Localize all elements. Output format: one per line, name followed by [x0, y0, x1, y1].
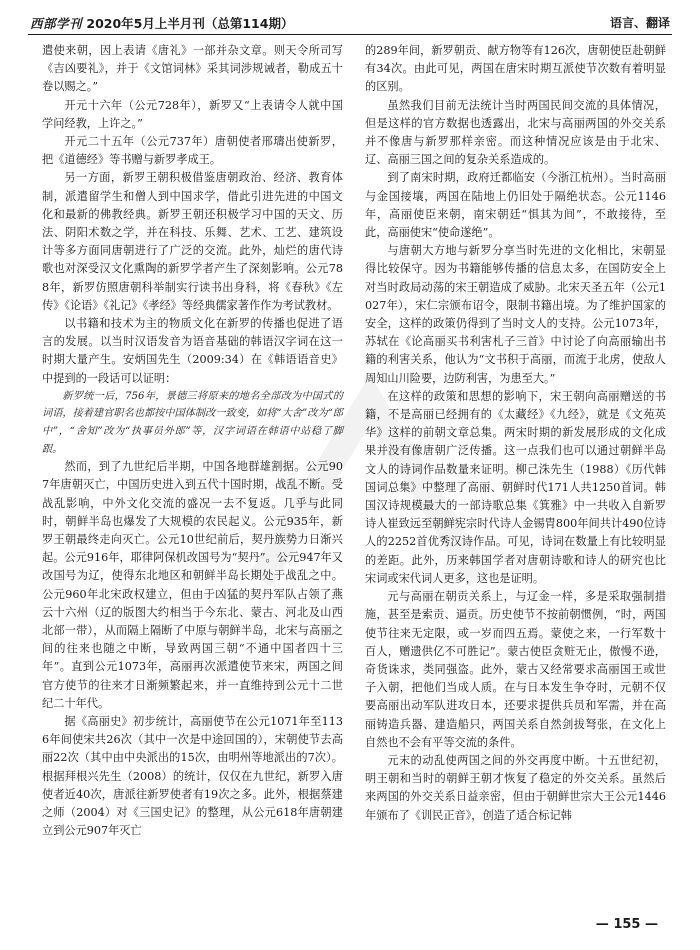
page-number: — 155 — [595, 917, 658, 932]
paragraph: 然而，到了九世纪后半期，中国各地群雄割据。公元907年唐朝灭亡，中国历史进入到五代十国时期，战乱不断。受战乱影响，中外文化交流的盛况一去不复返。几乎与此同时，朝鲜半岛也爆发了大规模的农民起义。公元935年，新罗王朝最终走向灭亡。公元10世纪前后，契丹族势力日渐兴起。公元916年，耶律阿保机改国号为“契丹”。公元947年又改国号为辽，使得东北地区和朝鲜半岛长期处于战乱之中。公元960年北宋政权建立，但由于凶猛的契丹军队占领了燕云十六州（辽的版图大约相当于今东北、蒙古、河北及山西北部一带），从而隔上隔断了中原与朝鲜半岛，北宋与高丽之间的往来也随之中断，导致两国三朝“不通中国者四十三年”。直到公元1073年，高丽再次派遣使节来宋，两国之间官方使节的往来才日渐频繁起来，并一直维持到公元十二世纪二十年代。 [42, 460, 343, 710]
paragraph: 虽然我们目前无法统计当时两国民间交流的具体情况，但是这样的官方数据也透露出，北宋与高丽两国的外交关系并不像唐与新罗那样亲密。而这种情况应该是由于北宋、辽、高丽三国之间的复杂关系造成的。 [365, 98, 666, 167]
block-quote: 新罗统一后，756年，景德三将原来的地名全部改为中国式的词语，接着建官职名也都按中国体制改一致变，如将“大舍”改为“郎中”，“舍知”改为“执事员外郎”等，汉字词语在韩语中站稳了脚跟。 [42, 390, 343, 455]
journal-name: 西部学刊 [30, 16, 83, 31]
section-title: 语言、翻译 [609, 16, 670, 30]
journal-info [30, 14, 293, 32]
paragraph: 遣使来朝，因上表请《唐礼》一部并杂文章。则天令所司写《吉凶要礼》，并于《文馆词林》采其词涉规诫者，勒成五十卷以赐之。” [42, 44, 343, 94]
left-column [42, 42, 343, 841]
paragraph: 以书籍和技术为主的物质文化在新罗的传播也促进了语言的发展。以当时汉语发音为语音基础的韩语汉字词在这一时期大量产生。安炳国先生（2009:34）在《韩语语音史》中提到的一段话可以证明： [42, 317, 343, 385]
paragraph: 与唐朝大方地与新罗分享当时先进的文化相比，宋朝显得比较保守。因为书籍能够传播的信息太多，在国防安全上对当时政局动荡的宋王朝造成了威胁。北宋天圣五年（公元1027年），宋仁宗颁布诏令，限制书籍出境。为了维护国家的安全，这样的政策仍得到了当时文人的支持。公元1073年，苏轼在《论高丽买书利害札子三首》中讨论了向高丽输出书籍的利害关系，他认为“文书积于高丽，而流于北虏，使敌人周知山川险要，边防利害，为患至大。” [365, 244, 666, 385]
paragraph: 在这样的政策和思想的影响下，宋王朝向高丽赠送的书籍，不是高丽已经拥有的《太藏经》《九经》，就是《文苑英华》这样的前朝文章总集。两宋时期的新发展形成的文化成果并没有像唐朝广泛传播。这一点我们也可以通过朝鲜半岛文人的诗词作品数量来证明。柳己洙先生（1988）《历代韩国词总集》中整理了高丽、朝鲜时代171人共1250首词。韩国汉诗规模最大的一部诗歌总集《箕雅》中一共收入自新罗诗人崔致远至朝鲜宪宗时代诗人金锡胄800年间共计490位诗人的2252首优秀汉诗作品。可见，诗词在数量上有比较明显的差距。此外，历来韩国学者对唐朝诗歌和诗人的研究也比宋词或宋代词人更多，这也是证明。 [365, 389, 666, 585]
page-header [28, 12, 672, 35]
right-column [365, 42, 666, 825]
paragraph: 元与高丽在朝贡关系上，与辽金一样，多是采取强制措施，甚至是索贡、逼贡。历史使节不按前朝惯例，“时，两国使节往来无定限，或一岁而四五焉。蒙使之来，一行军数十百人，赠遗供亿不可胜记”。蒙古使臣贪赃无止，傲慢不逊，奇货诛求，类同强盗。此外，蒙古又经常要求高丽国王或世子入朝，把他们当成人质。在与日本发生争夺时，元朝不仅要高丽出动军队进攻日本，还要求提供兵员和军需，并在高丽铸造兵器、建造船只，两国关系自然剑拔弩张，在文化上自然也不会有平等交流的条件。 [365, 590, 666, 749]
paragraph: 开元十六年（公元728年），新罗又“上表请令人就中国学问经教，上许之。” [42, 98, 343, 130]
paragraph: 开元二十五年（公元737年）唐朝使者邢璹出使新罗，把《道德经》等书赠与新罗孝成王。 [42, 135, 343, 167]
paragraph: 另一方面，新罗王朝积极借鉴唐朝政治、经济、教育体制，派遣留学生和僧人到中国求学，借此引进先进的中国文化和最新的佛教经典。新罗王朝还积极学习中国的天文、历法、阴阳术数之学，并在科技、乐舞、艺术、工艺、建筑设计等多方面同唐朝进行了广泛的交流。此外，灿烂的唐代诗歌也对深受汉文化熏陶的新罗学者产生了深刻影响。公元788年，新罗仿照唐朝科举制实行读书出身科，将《春秋》《左传》《论语》《礼记》《孝经》等经典儒家著作作为考试教材。 [42, 171, 343, 312]
paragraph: 到了南宋时期，政府迁都临安（今浙江杭州）。当时高丽与金国接壤，两国在陆地上仍旧处于隔绝状态。公元1146年，高丽使臣来朝，南宋朝廷“惧其为间”，不敢接待，至此，高丽使宋“使命遂绝”。 [365, 171, 666, 240]
paragraph: 据《高丽史》初步统计，高丽使节在公元1071年至1136年间使宋共26次（其中一次是中途回国的），宋朝使节去高丽22次（其中由中央派出的15次，由明州等地派出的7次）。根据拜根兴先生（2008）的统计，仅仅在九世纪，新罗入唐使者近40次，唐派往新罗使者有19次之多。此外，根据蔡建之师（2004）对《三国史记》的整理，从公元618年唐朝建立到公元907年灭亡 [42, 715, 343, 838]
paragraph: 的289年间，新罗朝贡、献方物等有126次，唐朝使臣赴朝鲜有34次。由此可见，两国在唐宋时期互派使节次数有着明显的区别。 [365, 44, 666, 94]
issue-info: 2020年5月上半月刊（总第114期） [86, 16, 294, 31]
paragraph: 元末的动乱使两国之间的外交再度中断。十五世纪初，明王朝和当时的朝鲜王朝才恢复了稳定的外交关系。虽然后来两国的外交关系日益亲密，但由于朝鲜世宗大王公元1446年颁布了《训民正音》，创造了适合标记韩 [365, 753, 666, 822]
